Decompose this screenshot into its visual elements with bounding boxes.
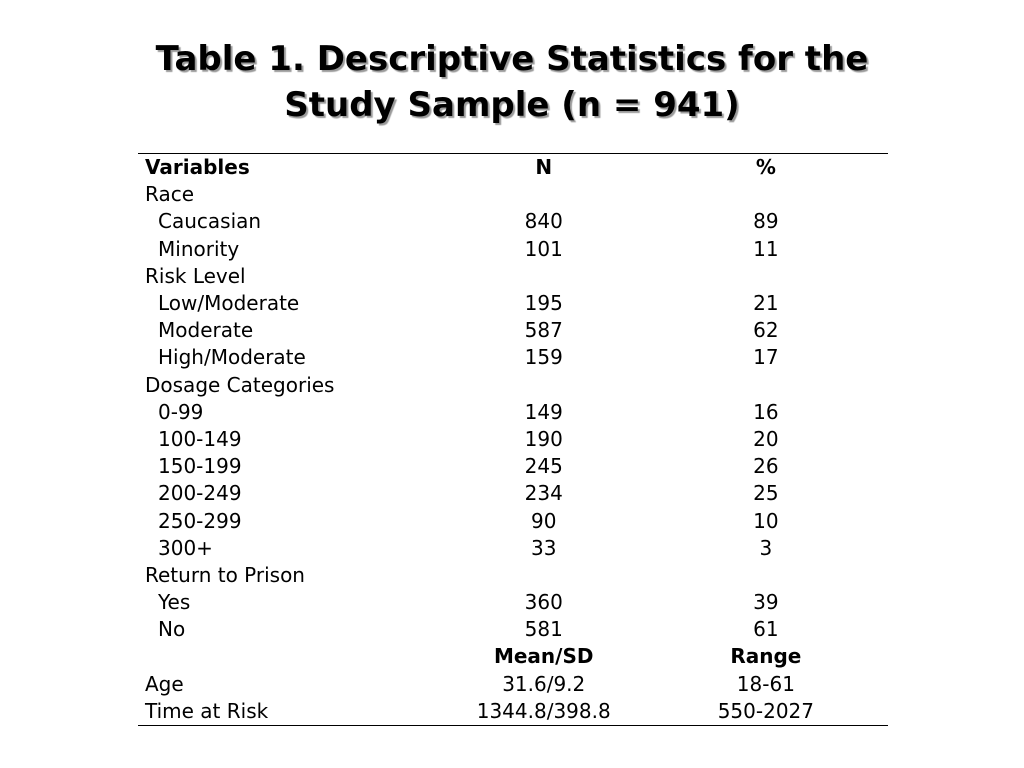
n-value: 90 [531, 508, 557, 533]
title-line-1: Table 1. Descriptive Statistics for the [155, 39, 869, 79]
empty-cell [138, 643, 444, 670]
slide-title [40, 36, 984, 128]
table-row [138, 426, 888, 453]
table-body [138, 181, 888, 725]
empty-cell [637, 181, 888, 208]
percent-value: 17 [753, 345, 779, 370]
percent-value: 16 [753, 399, 779, 424]
mean-sd-value: 1344.8/398.8 [444, 698, 637, 726]
empty-cell [637, 263, 888, 290]
range-value: 18-61 [736, 671, 795, 696]
section-row-return-to-prison [138, 562, 888, 589]
table-row [138, 344, 888, 371]
table-row [138, 589, 888, 616]
percent-value: 62 [753, 318, 779, 343]
section-label: Risk Level [145, 263, 246, 288]
table-row [138, 399, 888, 426]
range-value: 550-2027 [637, 698, 888, 726]
header-percent: % [637, 154, 888, 182]
n-value: 360 [524, 590, 563, 615]
table-row [138, 317, 888, 344]
row-label: Time at Risk [138, 698, 444, 726]
table-row [138, 671, 888, 698]
row-label: 250-299 [158, 508, 242, 533]
section-label: Race [145, 182, 195, 207]
percent-value: 3 [759, 535, 773, 560]
mean-sd-value: 31.6/9.2 [502, 671, 586, 696]
subheader-row [138, 643, 888, 670]
descriptive-statistics-table [138, 153, 888, 726]
row-label: High/Moderate [158, 345, 306, 370]
section-row-risk-level [138, 263, 888, 290]
table-row [138, 453, 888, 480]
table-row [138, 507, 888, 534]
n-value: 149 [524, 399, 563, 424]
table-row [138, 290, 888, 317]
n-value: 581 [524, 617, 563, 642]
row-label: Low/Moderate [158, 291, 300, 316]
percent-value: 10 [753, 508, 779, 533]
row-label: 200-249 [158, 481, 242, 506]
n-value: 587 [524, 318, 563, 343]
row-label: Yes [158, 590, 191, 615]
n-value: 840 [524, 209, 563, 234]
percent-value: 21 [753, 291, 779, 316]
n-value: 190 [524, 426, 563, 451]
section-row-race [138, 181, 888, 208]
section-label: Dosage Categories [145, 372, 335, 397]
row-label: 0-99 [158, 399, 204, 424]
table-row [138, 236, 888, 263]
empty-cell [637, 372, 888, 399]
empty-cell [444, 263, 637, 290]
percent-value: 89 [753, 209, 779, 234]
subheader-mean-sd: Mean/SD [493, 644, 594, 669]
subheader-range: Range [730, 644, 802, 669]
row-label: Minority [158, 236, 240, 261]
n-value: 101 [524, 236, 563, 261]
table-row [138, 480, 888, 507]
empty-cell [637, 562, 888, 589]
section-row-dosage-categories [138, 372, 888, 399]
empty-cell [444, 372, 637, 399]
row-label: Caucasian [158, 209, 262, 234]
row-label: Age [145, 671, 184, 696]
percent-value: 61 [753, 617, 779, 642]
row-label: No [158, 617, 186, 642]
title-line-2: Study Sample (n = 941) [284, 85, 740, 125]
section-label: Return to Prison [145, 562, 305, 587]
table-row [138, 698, 888, 726]
percent-value: 39 [753, 590, 779, 615]
n-value: 234 [524, 481, 563, 506]
n-value: 33 [531, 535, 557, 560]
n-value: 195 [524, 291, 563, 316]
percent-value: 25 [753, 481, 779, 506]
empty-cell [444, 181, 637, 208]
row-label: Moderate [158, 318, 254, 343]
percent-value: 11 [753, 236, 779, 261]
row-label: 150-199 [158, 454, 242, 479]
empty-cell [444, 562, 637, 589]
n-value: 245 [524, 454, 563, 479]
percent-value: 20 [753, 426, 779, 451]
n-value: 159 [524, 345, 563, 370]
row-label: 300+ [158, 535, 213, 560]
table-header [138, 154, 888, 182]
table-row [138, 616, 888, 643]
table-row [138, 535, 888, 562]
header-row [138, 154, 888, 182]
percent-value: 26 [753, 454, 779, 479]
table-row [138, 208, 888, 235]
header-variables: Variables [138, 154, 444, 182]
header-n: N [444, 154, 637, 182]
row-label: 100-149 [158, 426, 242, 451]
